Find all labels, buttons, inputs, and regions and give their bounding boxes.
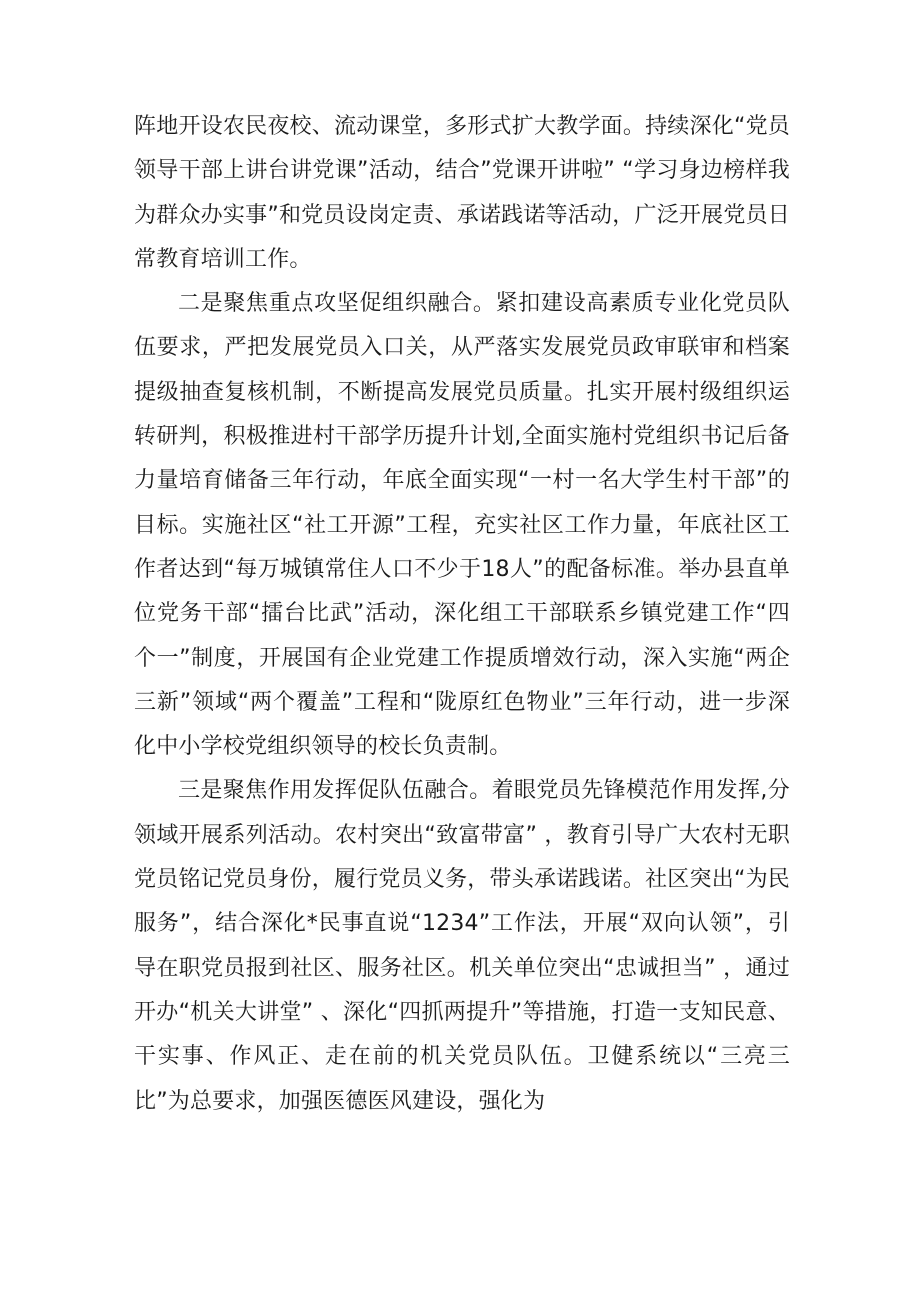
document-body: [134, 105, 790, 1124]
paragraph-continuation: 阵地开设农民夜校、流动课堂，多形式扩大教学面。持续深化“党员领导干部上讲台讲党课”活动，结合”党课开讲啦” “学习身边榜样我为群众办实事”和党员设岗定责、承诺践诺等活动，广泛开展党员日常教育培训工作。: [134, 114, 790, 272]
paragraph-team-integration: 三是聚焦作用发挥促队伍融合。着眼党员先锋模范作用发挥,分领域开展系列活动。农村突出“致富带富” ，教育引导广大农村无职党员铭记党员身份，履行党员义务，带头承诺践诺。社区突出“为民服务”，结合深化*民事直说“1234”工作法，开展“双向认领”，引导在职党员报到社区、服务社区。机关单位突出“忠诚担当” ，通过开办“机关大讲堂” 、深化“四抓两提升”等措施，打造一支知民意、干实事、作风正、走在前的机关党员队伍。卫健系统以“三亮三比”为总要求，加强医德医风建设，强化为: [134, 778, 790, 1114]
paragraph-organization-integration: 二是聚焦重点攻坚促组织融合。紧扣建设高素质专业化党员队伍要求，严把发展党员入口关，从严落实发展党员政审联审和档案提级抽查复核机制，不断提高发展党员质量。扎实开展村级组织运转研判，积极推进村干部学历提升计划,全面实施村党组织书记后备力量培育储备三年行动，年底全面实现“一村一名大学生村干部”的目标。实施社区“社工开源”工程，充实社区工作力量，年底社区工作者达到“每万城镇常住人口不少于18人”的配备标准。举办县直单位党务干部“擂台比武”活动，深化组工干部联系乡镇党建工作“四个一”制度，开展国有企业党建工作提质增效行动，深入实施“两企三新”领域“两个覆盖”工程和“陇原红色物业”三年行动，进一步深化中小学校党组织领导的校长负责制。: [134, 291, 790, 760]
